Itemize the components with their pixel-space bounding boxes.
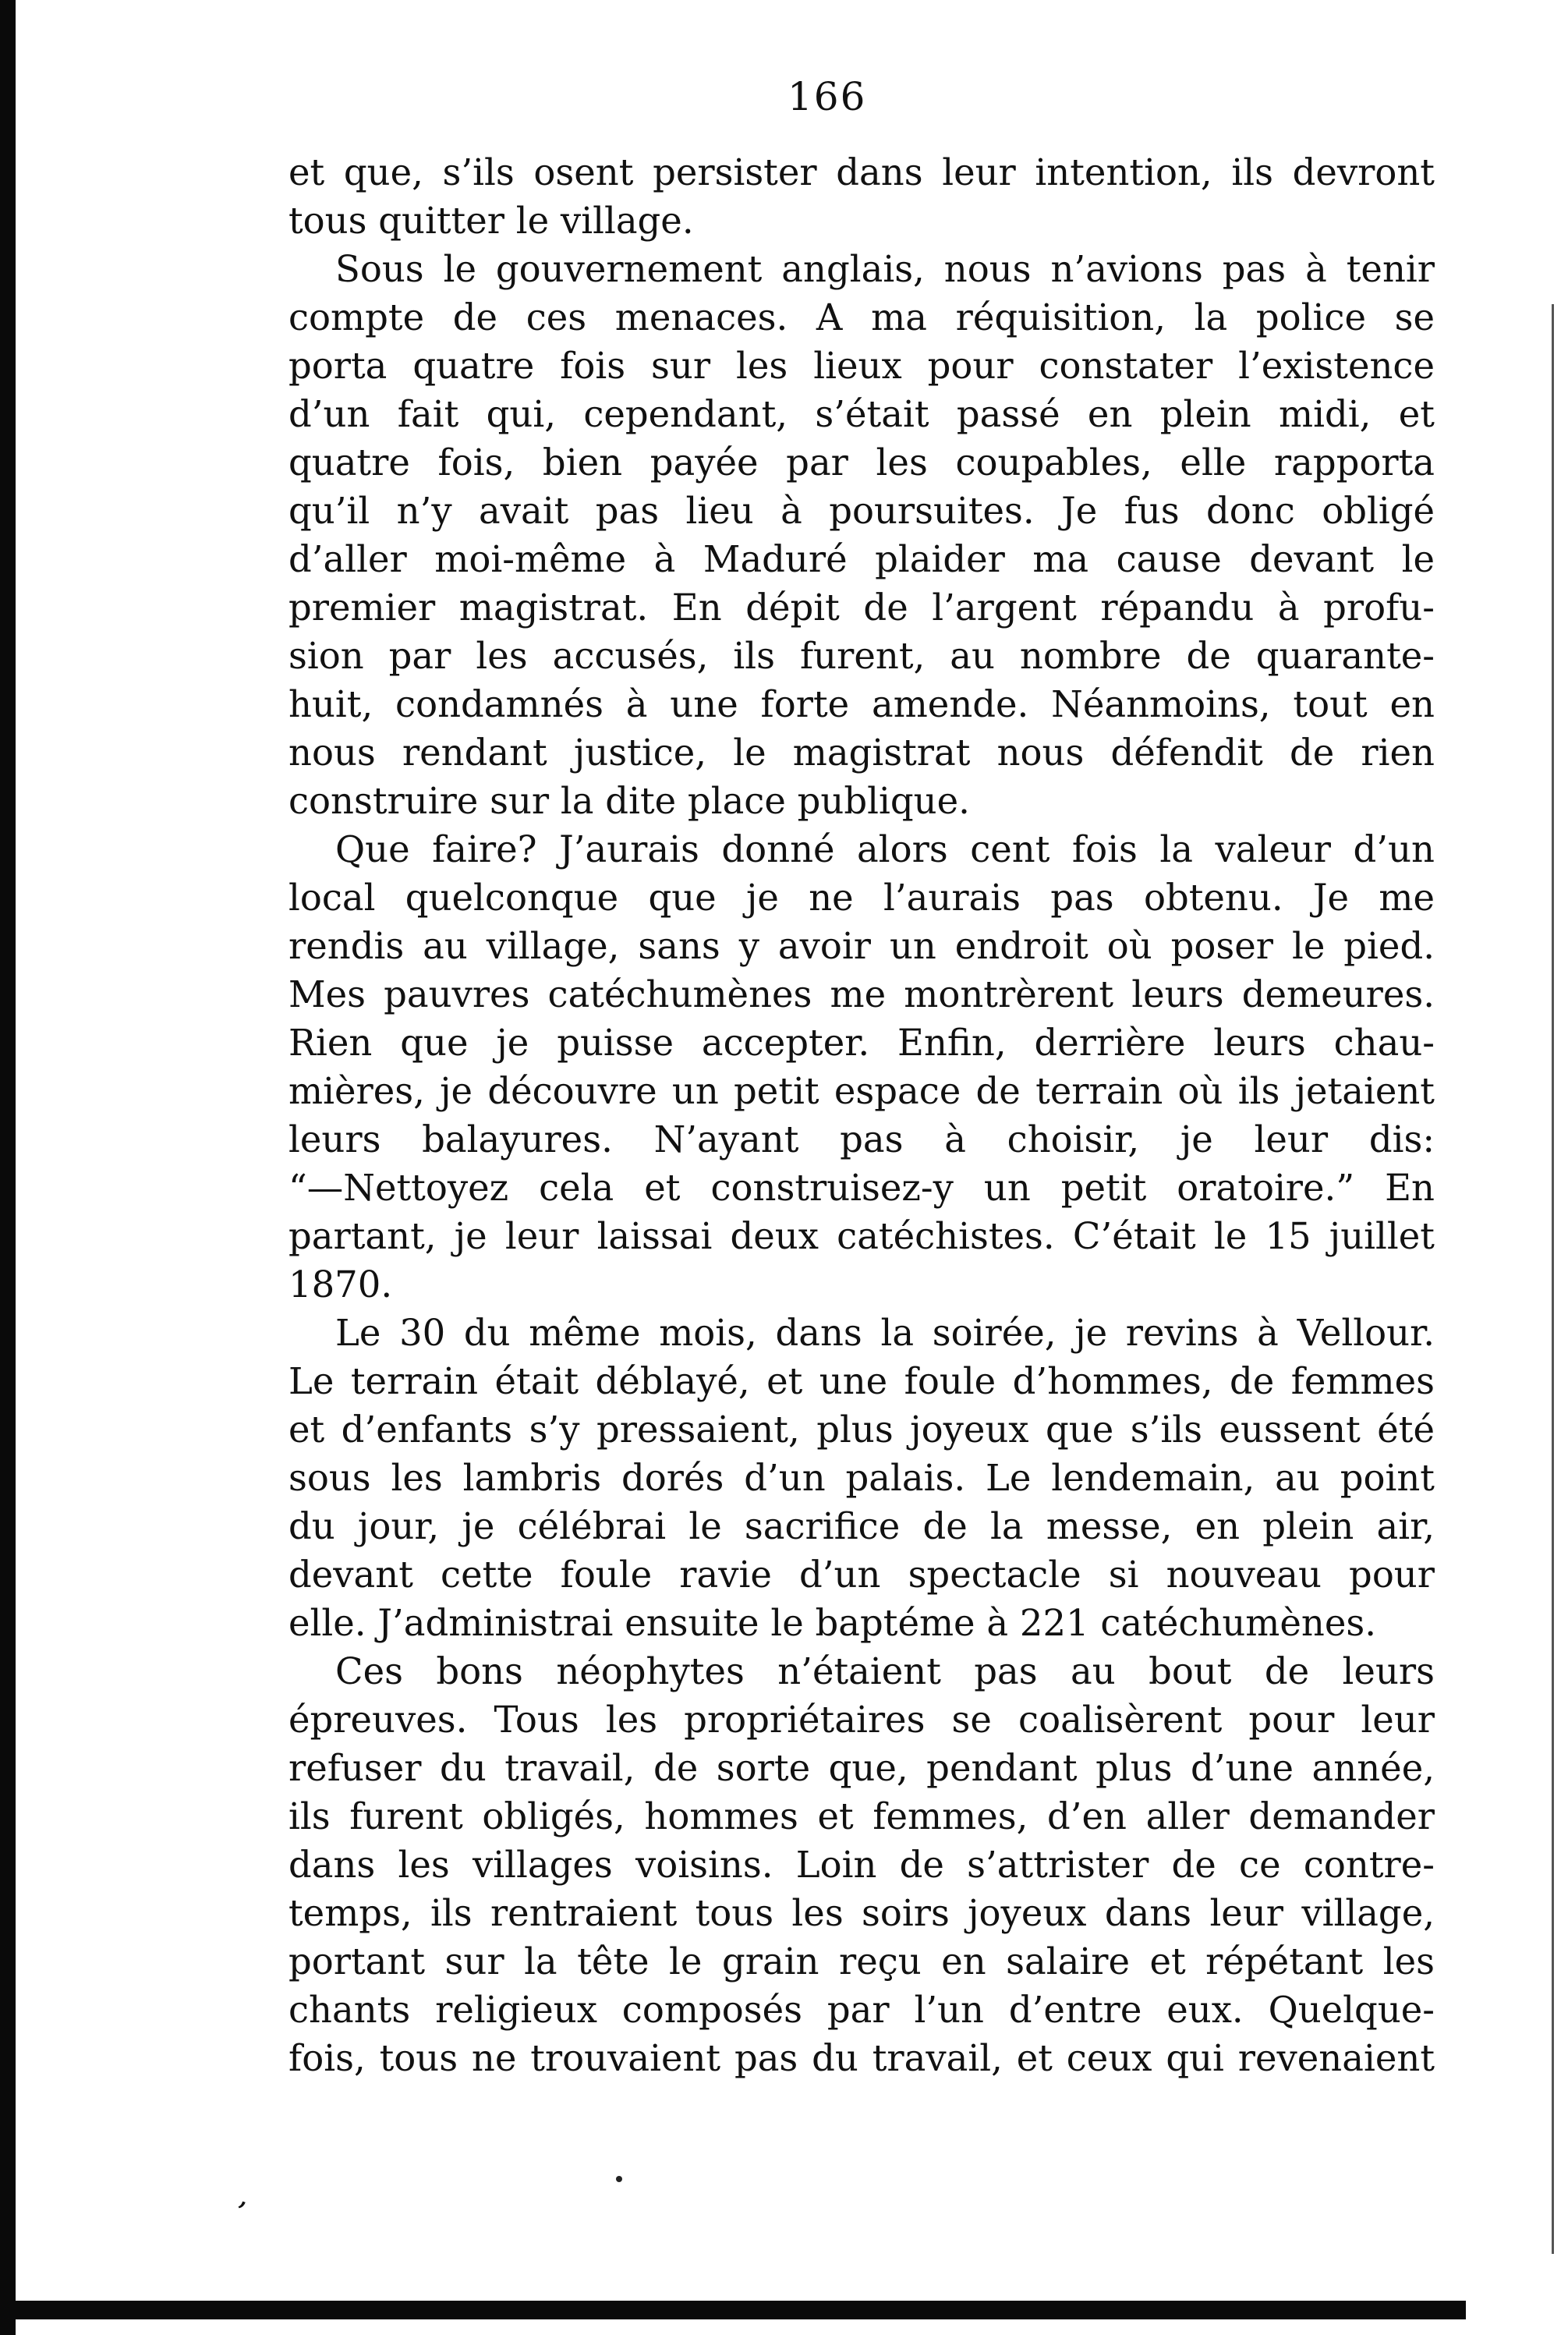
text-line: partant, je leur laissai deux catéchistes. C’était le 15 juillet bbox=[288, 1215, 1435, 1257]
text-line: sion par les accusés, ils furent, au nombre de quarante- bbox=[288, 635, 1435, 677]
text-line: Ces bons néophytes n’étaient pas au bout de leurs bbox=[335, 1650, 1435, 1692]
text-line: Rien que je puisse accepter. Enfin, derrière leurs chau- bbox=[288, 1022, 1435, 1064]
text-line: compte de ces menaces. A ma réquisition, la police se bbox=[288, 296, 1435, 338]
stray-ink-dot bbox=[616, 2176, 622, 2182]
scan-bottom-border bbox=[0, 2301, 1466, 2319]
scan-right-rule bbox=[1552, 304, 1554, 2254]
text-line: nous rendant justice, le magistrat nous défendit de rien bbox=[288, 732, 1435, 774]
text-line: dans les villages voisins. Loin de s’attrister de ce contre- bbox=[288, 1844, 1435, 1886]
text-line: mières, je découvre un petit espace de terrain où ils jetaient bbox=[288, 1070, 1435, 1112]
text-line: quatre fois, bien payée par les coupables, elle rapporta bbox=[288, 441, 1435, 484]
text-line: et que, s’ils osent persister dans leur intention, ils devront bbox=[288, 151, 1435, 193]
text-line: elle. J’administrai ensuite le baptéme à 221 catéchumènes. bbox=[288, 1602, 1377, 1644]
stray-ink-mark: ’ bbox=[228, 2195, 250, 2232]
text-line: Le 30 du même mois, dans la soirée, je revins à Vellour. bbox=[335, 1312, 1435, 1354]
text-line: chants religieux composés par l’un d’entre eux. Quelque- bbox=[288, 1989, 1435, 2031]
text-line: porta quatre fois sur les lieux pour constater l’existence bbox=[288, 345, 1435, 387]
text-line: 1870. bbox=[288, 1263, 393, 1306]
text-line: tous quitter le village. bbox=[288, 200, 694, 242]
text-line: premier magistrat. En dépit de l’argent répandu à profu- bbox=[288, 586, 1435, 629]
text-line: épreuves. Tous les propriétaires se coalisèrent pour leur bbox=[288, 1699, 1435, 1741]
text-line: et d’enfants s’y pressaient, plus joyeux que s’ils eussent été bbox=[288, 1408, 1435, 1451]
text-line: Le terrain était déblayé, et une foule d’hommes, de femmes bbox=[288, 1360, 1435, 1402]
text-line: temps, ils rentraient tous les soirs joyeux dans leur village, bbox=[288, 1892, 1435, 1934]
text-line: fois, tous ne trouvaient pas du travail, et ceux qui revenaient bbox=[288, 2037, 1435, 2079]
text-line: d’aller moi-même à Maduré plaider ma cause devant le bbox=[288, 538, 1435, 580]
text-line: sous les lambris dorés d’un palais. Le lendemain, au point bbox=[288, 1457, 1435, 1499]
body-text bbox=[288, 148, 1435, 2082]
text-line: rendis au village, sans y avoir un endroit où poser le pied. bbox=[288, 925, 1435, 967]
text-line: Mes pauvres catéchumènes me montrèrent leurs demeures. bbox=[288, 973, 1435, 1015]
text-line: d’un fait qui, cependant, s’était passé en plein midi, et bbox=[288, 393, 1435, 435]
text-line: Sous le gouvernement anglais, nous n’avions pas à tenir bbox=[335, 248, 1435, 290]
text-line: du jour, je célébrai le sacrifice de la messe, en plein air, bbox=[288, 1505, 1435, 1547]
text-line: portant sur la tête le grain reçu en salaire et répétant les bbox=[288, 1940, 1435, 1982]
text-line: “—Nettoyez cela et construisez-y un petit oratoire.” En bbox=[288, 1167, 1435, 1209]
text-line: leurs balayures. N’ayant pas à choisir, je leur dis: bbox=[288, 1118, 1435, 1160]
text-line: devant cette foule ravie d’un spectacle si nouveau pour bbox=[288, 1554, 1435, 1596]
text-line: ils furent obligés, hommes et femmes, d’en aller demander bbox=[288, 1795, 1435, 1837]
page-number: 166 bbox=[788, 74, 867, 119]
text-line: local quelconque que je ne l’aurais pas obtenu. Je me bbox=[288, 877, 1435, 919]
text-line: huit, condamnés à une forte amende. Néanmoins, tout en bbox=[288, 683, 1435, 725]
text-line: Que faire? J’aurais donné alors cent fois la valeur d’un bbox=[335, 828, 1435, 870]
text-line: qu’il n’y avait pas lieu à poursuites. Je fus donc obligé bbox=[288, 490, 1435, 532]
text-line: refuser du travail, de sorte que, pendant plus d’une année, bbox=[288, 1747, 1435, 1789]
text-line: construire sur la dite place publique. bbox=[288, 780, 970, 822]
scan-left-border bbox=[0, 0, 16, 2335]
